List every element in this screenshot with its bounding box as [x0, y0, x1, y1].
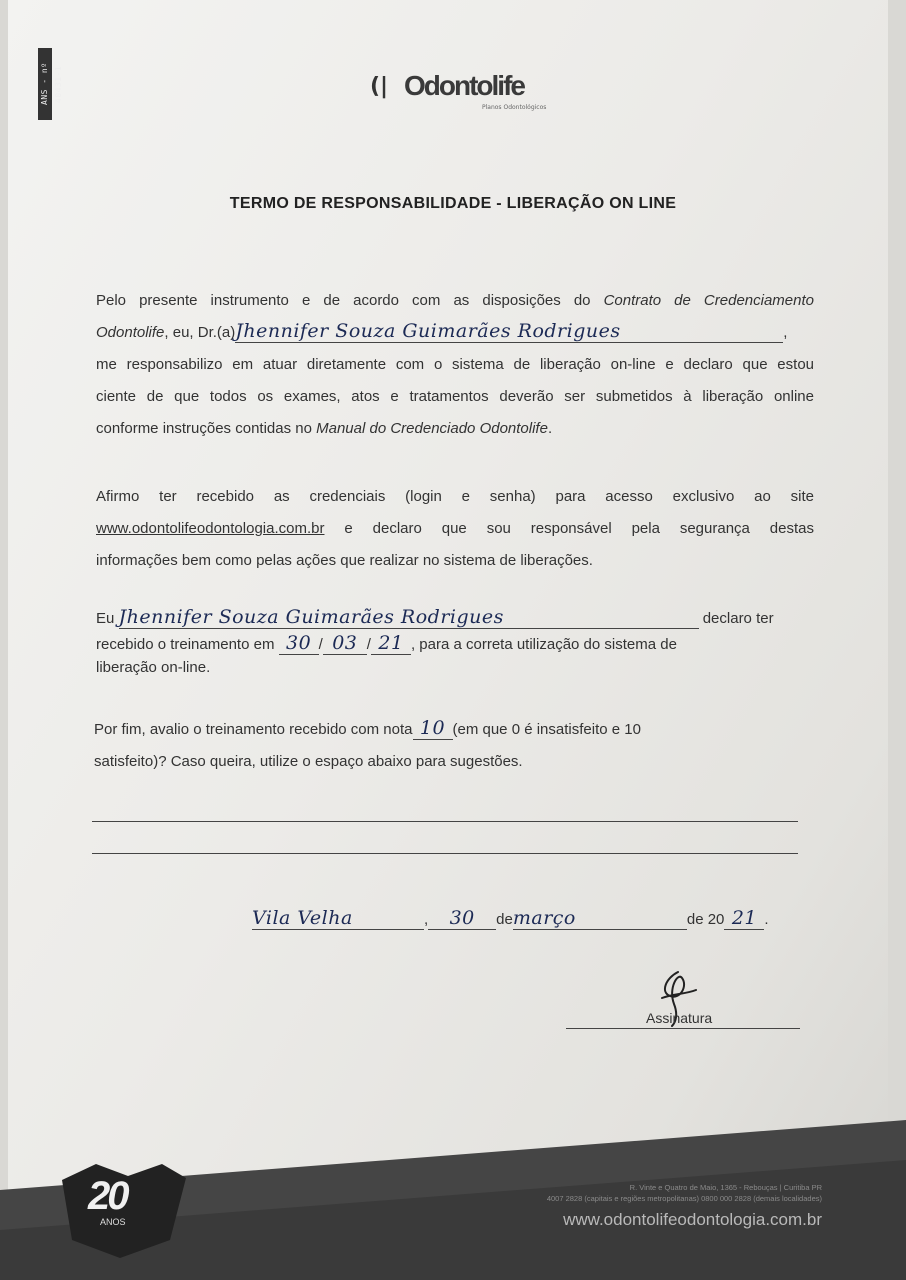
- logo-mark-icon: (|: [370, 74, 389, 99]
- anniversary-badge-label: ANOS: [100, 1217, 126, 1227]
- footer-address: R. Vinte e Quatro de Maio, 1365 - Rebouças | Curitiba PR 4007 2828 (capitais e regiões metropolitanas) 0800 000 2828 (demais localidades): [546, 1183, 822, 1203]
- suggestion-line-1[interactable]: [92, 821, 798, 822]
- place-date-line: Vila Velha , 30 demarço de 20 21 .: [252, 907, 769, 929]
- p1-line1: Pelo presente instrumento e de acordo com as disposições do Contrato de Credenciamento: [96, 292, 814, 309]
- signature-line[interactable]: [566, 1028, 800, 1029]
- p4-line1: Por fim, avalio o treinamento recebido com nota 10 (em que 0 é insatisfeito e 10: [94, 717, 641, 739]
- footer-website[interactable]: www.odontolifeodontologia.com.br: [563, 1210, 822, 1229]
- paragraph-declaration: [96, 285, 814, 445]
- logo-subtext: Planos Odontológicos: [482, 104, 547, 111]
- month-field[interactable]: março: [513, 907, 687, 930]
- grade-field[interactable]: 10: [413, 717, 453, 740]
- paragraph-evaluation: [94, 714, 812, 778]
- odontolife-logo: [370, 68, 570, 116]
- website-link[interactable]: www.odontolifeodontologia.com.br: [96, 520, 325, 537]
- p1-line5: conforme instruções contidas no Manual do Credenciado Odontolife.: [96, 420, 553, 437]
- anniversary-badge: 20: [88, 1174, 127, 1218]
- p1-line3: me responsabilizo em atuar diretamente com o sistema de liberação on-line e declaro que estou: [96, 356, 814, 373]
- doctor-name-field[interactable]: Jhennifer Souza Guimarães Rodrigues: [235, 320, 783, 343]
- p1-line4: ciente de que todos os exames, atos e tratamentos deverão ser submetidos à liberação online: [96, 388, 814, 405]
- p3-line2: recebido o treinamento em 30 / 03 / 21 , para a correta utilização do sistema de: [96, 632, 677, 654]
- training-day-field[interactable]: 30: [279, 632, 319, 655]
- training-month-field[interactable]: 03: [323, 632, 367, 655]
- day-field[interactable]: 30: [428, 907, 496, 930]
- training-year-field[interactable]: 21: [371, 632, 411, 655]
- p3-line1: Eu Jhennifer Souza Guimarães Rodrigues declaro ter: [96, 606, 774, 628]
- logo-text: Odontolife: [404, 70, 524, 101]
- p2-line3: informações bem como pelas ações que realizar no sistema de liberações.: [96, 552, 593, 569]
- p2-line2: www.odontolifeodontologia.com.br e declaro que sou responsável pela segurança destas: [96, 520, 814, 537]
- p3-line3: liberação on-line.: [96, 659, 211, 676]
- paragraph-credentials: [96, 481, 814, 577]
- p1-line2: Odontolife, eu, Dr.(a)Jhennifer Souza Guimarães Rodrigues ,: [96, 320, 788, 342]
- p4-line2: satisfeito)? Caso queira, utilize o espaço abaixo para sugestões.: [94, 753, 523, 770]
- document-title: TERMO DE RESPONSABILIDADE - LIBERAÇÃO ON LINE: [229, 195, 677, 212]
- p2-line1: Afirmo ter recebido as credenciais (login e senha) para acesso exclusivo ao site: [96, 488, 814, 505]
- signature-label: Assinatura: [646, 1010, 713, 1026]
- city-field[interactable]: Vila Velha: [252, 907, 424, 930]
- ans-code: ANS - nº 40431-1: [38, 48, 52, 120]
- year-field[interactable]: 21: [724, 907, 764, 930]
- suggestion-line-2[interactable]: [92, 853, 798, 854]
- paragraph-training: [96, 606, 814, 680]
- trainee-name-field[interactable]: Jhennifer Souza Guimarães Rodrigues: [119, 606, 699, 629]
